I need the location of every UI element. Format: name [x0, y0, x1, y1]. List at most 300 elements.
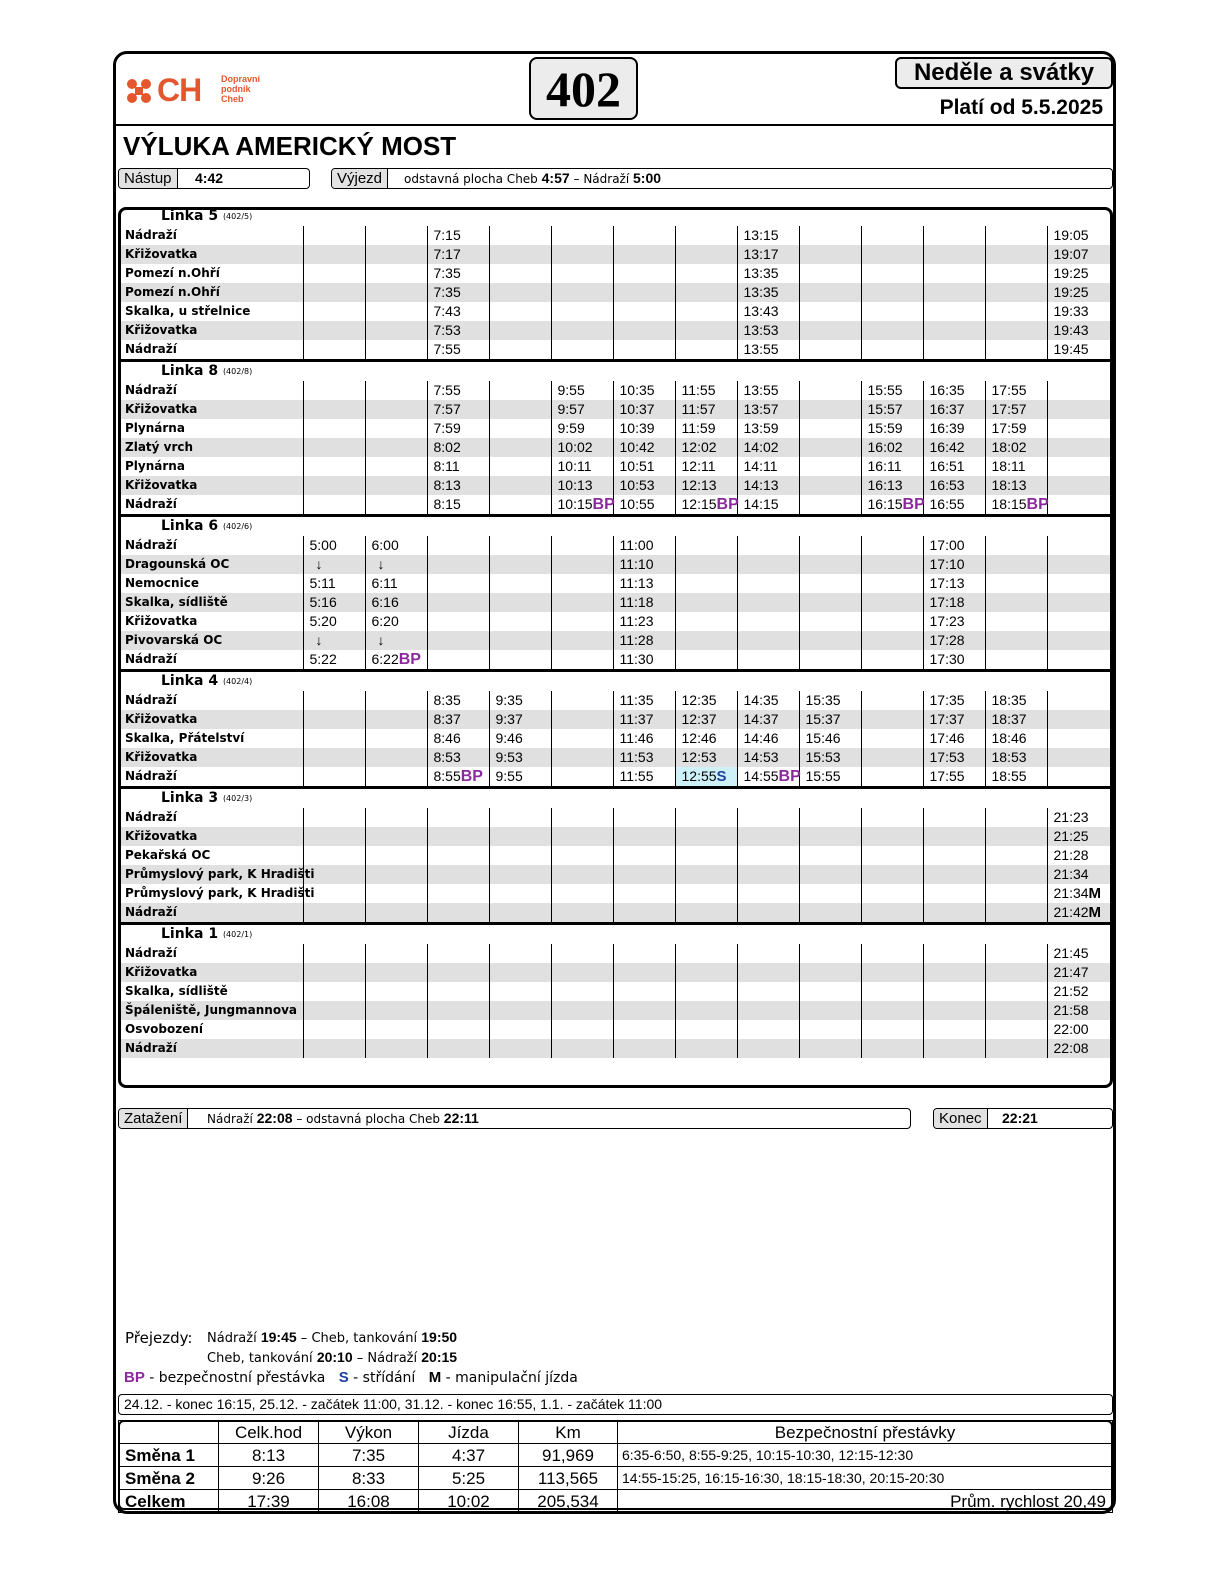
departure-cell — [489, 1039, 551, 1058]
departure-cell — [489, 419, 551, 438]
departure-cell — [303, 419, 365, 438]
departure-cell — [737, 808, 799, 827]
departure-cell — [861, 944, 923, 963]
departure-cell — [737, 865, 799, 884]
departure-time: 16:39 — [929, 420, 965, 436]
departure-cell — [737, 612, 799, 631]
line-header-cell — [118, 207, 1113, 226]
departure-cell — [799, 729, 861, 748]
departure-cell — [985, 748, 1047, 767]
departure-cell — [613, 593, 675, 612]
departure-cell — [923, 264, 985, 283]
departure-time: 11:57 — [681, 401, 716, 417]
departure-cell — [799, 574, 861, 593]
departure-time: 12:11 — [681, 458, 716, 474]
departure-cell — [737, 495, 799, 516]
departure-cell — [365, 865, 427, 884]
departure-time: 14:15 — [743, 496, 779, 512]
departure-cell — [489, 536, 551, 555]
departure-cell — [489, 691, 551, 710]
departure-cell — [923, 438, 985, 457]
departure-cell — [923, 283, 985, 302]
departure-cell — [303, 1001, 365, 1020]
departure-cell — [427, 650, 489, 671]
departure-cell — [985, 903, 1047, 924]
departure-cell — [489, 283, 551, 302]
departure-cell — [985, 767, 1047, 788]
departure-cell — [861, 963, 923, 982]
departure-cell — [861, 631, 923, 650]
departure-cell — [613, 729, 675, 748]
departure-cell — [427, 340, 489, 361]
departure-cell — [613, 495, 675, 516]
stats-cell: 7:35 — [319, 1444, 419, 1467]
departure-cell — [737, 748, 799, 767]
departure-cell — [613, 944, 675, 963]
departure-cell — [613, 963, 675, 982]
departure-cell — [489, 884, 551, 903]
departure-cell — [861, 476, 923, 495]
departure-cell — [861, 691, 923, 710]
departure-cell — [303, 574, 365, 593]
departure-time: 13:55 — [743, 382, 779, 398]
departure-cell — [737, 381, 799, 400]
departure-cell — [613, 245, 675, 264]
departure-cell — [613, 438, 675, 457]
departure-cell — [985, 1039, 1047, 1058]
departure-time: 14:53 — [743, 749, 779, 765]
departure-time: 18:53 — [991, 749, 1027, 765]
holiday-note: 24.12. - konec 16:15, 25.12. - začátek 11:00, 31.12. - konec 16:55, 1.1. - začátek 11:00 — [118, 1394, 1113, 1415]
departure-cell — [551, 729, 613, 748]
departure-cell — [675, 884, 737, 903]
departure-time: 17:30 — [929, 651, 965, 667]
departure-time: 10:37 — [619, 401, 655, 417]
legend-bp-key: BP — [124, 1369, 145, 1386]
departure-time: 16:13 — [867, 477, 903, 493]
departure-cell — [675, 808, 737, 827]
departure-cell — [427, 283, 489, 302]
departure-cell — [675, 903, 737, 924]
departure-cell — [737, 963, 799, 982]
departure-cell — [427, 555, 489, 574]
departure-time: 15:46 — [805, 730, 841, 746]
departure-cell — [675, 264, 737, 283]
departure-cell — [799, 944, 861, 963]
stop-row — [118, 846, 1113, 865]
departure-cell — [799, 808, 861, 827]
departure-cell — [799, 903, 861, 924]
legend-s-text: - střídání — [353, 1370, 416, 1386]
departure-cell — [365, 612, 427, 631]
departure-cell — [613, 865, 675, 884]
departure-time: 15:53 — [805, 749, 841, 765]
departure-cell — [1047, 1039, 1113, 1058]
departure-cell — [551, 321, 613, 340]
departure-cell — [551, 650, 613, 671]
departure-cell — [923, 865, 985, 884]
stop-row — [118, 340, 1113, 361]
departure-time: 14:02 — [743, 439, 779, 455]
departure-cell — [613, 827, 675, 846]
departure-time: 11:28 — [619, 632, 654, 648]
departure-cell — [489, 710, 551, 729]
departure-cell — [365, 963, 427, 982]
departure-cell — [303, 555, 365, 574]
departure-cell — [427, 944, 489, 963]
departure-time: 15:59 — [867, 420, 903, 436]
legend-m-text: - manipulační jízda — [445, 1370, 578, 1386]
stop-row — [118, 865, 1113, 884]
departure-time: 18:11 — [991, 458, 1026, 474]
departure-cell — [1047, 340, 1113, 361]
departure-cell — [737, 1039, 799, 1058]
departure-cell — [303, 710, 365, 729]
departure-cell — [675, 302, 737, 321]
departure-cell — [737, 321, 799, 340]
stop-row — [118, 264, 1113, 283]
departure-cell — [365, 846, 427, 865]
departure-time: 14:13 — [743, 477, 779, 493]
departure-cell — [799, 710, 861, 729]
departure-time: 8:11 — [433, 458, 460, 474]
departure-time: 10:13 — [557, 477, 593, 493]
stop-name: Křižovatka — [118, 963, 303, 982]
stop-row — [118, 612, 1113, 631]
departure-cell — [675, 1001, 737, 1020]
stop-row — [118, 302, 1113, 321]
departure-cell — [551, 827, 613, 846]
departure-cell — [923, 767, 985, 788]
departure-cell — [675, 729, 737, 748]
departure-cell — [799, 612, 861, 631]
departure-cell — [799, 438, 861, 457]
departure-cell — [1047, 944, 1113, 963]
departure-time: 17:10 — [929, 556, 965, 572]
departure-cell — [923, 340, 985, 361]
departure-cell — [799, 400, 861, 419]
departure-cell — [427, 827, 489, 846]
departure-cell — [799, 226, 861, 245]
departure-cell — [303, 536, 365, 555]
departure-cell — [365, 903, 427, 924]
departure-cell — [675, 982, 737, 1001]
departure-cell — [675, 321, 737, 340]
departure-cell — [737, 264, 799, 283]
departure-time: 18:02 — [991, 439, 1027, 455]
departure-cell — [1047, 691, 1113, 710]
stats-row-label: Celkem — [119, 1490, 219, 1513]
departure-time: 7:35 — [433, 284, 461, 300]
departure-cell — [303, 691, 365, 710]
departure-cell — [1047, 302, 1113, 321]
departure-cell — [985, 302, 1047, 321]
stop-name: Křižovatka — [118, 748, 303, 767]
departure-cell — [551, 767, 613, 788]
departure-cell — [861, 710, 923, 729]
departure-cell — [861, 884, 923, 903]
departure-cell — [551, 982, 613, 1001]
departure-cell — [303, 631, 365, 650]
departure-time: 16:42 — [929, 439, 965, 455]
stop-name: Nádraží — [118, 495, 303, 516]
day-type-badge: Neděle a svátky — [895, 57, 1113, 89]
departure-cell — [427, 1039, 489, 1058]
departure-cell — [675, 827, 737, 846]
stop-name: Pomezí n.Ohří — [125, 266, 220, 280]
departure-cell — [1047, 536, 1113, 555]
departure-cell — [427, 748, 489, 767]
departure-cell — [985, 982, 1047, 1001]
departure-cell — [551, 245, 613, 264]
departure-cell — [427, 457, 489, 476]
departure-time: 18:37 — [991, 711, 1027, 727]
departure-cell — [799, 963, 861, 982]
stop-row — [118, 729, 1113, 748]
departure-cell — [985, 691, 1047, 710]
departure-cell — [551, 419, 613, 438]
departure-cell — [985, 612, 1047, 631]
stats-avg-speed: Prům. rychlost 20,49 — [618, 1490, 1113, 1513]
safety-break-mark: BP — [716, 496, 739, 513]
departure-cell — [923, 808, 985, 827]
legend-bp-text: - bezpečnostní přestávka — [149, 1370, 326, 1386]
departure-cell — [675, 495, 737, 516]
departure-cell — [923, 691, 985, 710]
departure-cell — [1047, 631, 1113, 650]
line-header — [118, 516, 1113, 537]
departure-cell — [985, 574, 1047, 593]
departure-cell — [551, 264, 613, 283]
departure-cell — [737, 884, 799, 903]
departure-cell — [861, 846, 923, 865]
line-header — [118, 361, 1113, 382]
departure-time: 8:46 — [433, 730, 461, 746]
departure-cell — [613, 691, 675, 710]
stop-row — [118, 827, 1113, 846]
departure-cell — [551, 884, 613, 903]
departure-cell — [985, 555, 1047, 574]
departure-cell — [861, 495, 923, 516]
departure-cell — [551, 846, 613, 865]
departure-time: 10:42 — [619, 439, 655, 455]
departure-cell — [861, 982, 923, 1001]
legend-m-key: M — [428, 1369, 442, 1386]
nastup-time: 4:42 — [195, 170, 224, 186]
konec-box — [933, 1108, 1113, 1129]
departure-time: 11:30 — [619, 651, 654, 667]
departure-cell — [861, 808, 923, 827]
departure-cell — [923, 1039, 985, 1058]
departure-cell — [1047, 903, 1113, 924]
departure-cell — [1047, 1001, 1113, 1020]
line-header — [118, 671, 1113, 692]
stop-row — [118, 283, 1113, 302]
departure-time: 7:53 — [433, 322, 461, 338]
departure-cell — [551, 710, 613, 729]
departure-cell — [489, 226, 551, 245]
departure-time: 11:59 — [681, 420, 716, 436]
departure-cell — [427, 438, 489, 457]
departure-time: 12:55 — [681, 768, 717, 784]
departure-cell — [365, 691, 427, 710]
departure-cell — [303, 340, 365, 361]
departure-cell — [861, 729, 923, 748]
departure-time: 7:15 — [433, 227, 461, 243]
departure-cell — [799, 536, 861, 555]
stats-header: Celk.hod — [219, 1421, 319, 1444]
departure-cell — [303, 400, 365, 419]
departure-cell — [985, 1001, 1047, 1020]
departure-time: 17:55 — [991, 382, 1027, 398]
departure-cell — [861, 748, 923, 767]
departure-cell — [303, 963, 365, 982]
departure-cell — [675, 1039, 737, 1058]
departure-cell — [737, 400, 799, 419]
departure-cell — [613, 903, 675, 924]
departure-cell — [799, 264, 861, 283]
departure-cell — [1047, 710, 1113, 729]
stop-name: Skalka, Přátelství — [125, 731, 245, 745]
departure-cell — [923, 495, 985, 516]
departure-cell — [303, 438, 365, 457]
departure-time: 6:11 — [371, 575, 398, 591]
departure-time: 21:23 — [1053, 809, 1089, 825]
departure-cell — [861, 457, 923, 476]
departure-cell — [861, 865, 923, 884]
departure-time: 21:28 — [1053, 847, 1089, 863]
departure-cell — [1047, 767, 1113, 788]
stop-row — [118, 419, 1113, 438]
departure-cell — [303, 321, 365, 340]
departure-cell — [923, 982, 985, 1001]
departure-cell — [613, 283, 675, 302]
departure-cell — [489, 495, 551, 516]
zatazeni-box — [118, 1108, 911, 1129]
departure-time: 18:46 — [991, 730, 1027, 746]
departure-time: 7:17 — [433, 246, 461, 262]
konec-label: Konec — [934, 1109, 988, 1128]
departure-cell — [1047, 381, 1113, 400]
departure-cell — [427, 729, 489, 748]
departure-cell — [1047, 808, 1113, 827]
departure-time: 11:55 — [619, 768, 654, 784]
departure-cell — [613, 419, 675, 438]
departure-cell — [551, 302, 613, 321]
line-code: (402/3) — [222, 794, 253, 803]
stats-breaks: 6:35-6:50, 8:55-9:25, 10:15-10:30, 12:15-12:30 — [618, 1444, 1113, 1467]
departure-cell — [923, 944, 985, 963]
departure-time: 17:59 — [991, 420, 1027, 436]
departure-cell — [923, 963, 985, 982]
departure-cell — [489, 381, 551, 400]
departure-cell — [799, 1039, 861, 1058]
departure-cell — [365, 283, 427, 302]
departure-time: 7:43 — [433, 303, 461, 319]
timetable — [118, 207, 1113, 1058]
line-header — [118, 924, 1113, 945]
departure-cell — [799, 340, 861, 361]
departure-cell — [985, 729, 1047, 748]
departure-cell — [675, 457, 737, 476]
departure-time: 21:42 — [1053, 904, 1089, 920]
departure-time: 12:02 — [681, 439, 717, 455]
departure-cell — [675, 767, 737, 788]
stats-cell: 113,565 — [519, 1467, 618, 1490]
stop-name: Nádraží — [118, 1039, 303, 1058]
departure-cell — [365, 302, 427, 321]
departure-time: 18:13 — [991, 477, 1027, 493]
departure-cell — [365, 457, 427, 476]
departure-cell — [799, 555, 861, 574]
zatazeni-label: Zatažení — [119, 1109, 188, 1128]
departure-cell — [427, 612, 489, 631]
departure-cell — [799, 1001, 861, 1020]
departure-time: 11:10 — [619, 556, 654, 572]
departure-cell — [923, 321, 985, 340]
departure-time: 9:55 — [557, 382, 585, 398]
departure-cell — [675, 574, 737, 593]
departure-cell — [675, 476, 737, 495]
departure-cell — [985, 846, 1047, 865]
departure-time: 14:46 — [743, 730, 779, 746]
departure-time: 16:02 — [867, 439, 903, 455]
departure-cell — [613, 1020, 675, 1039]
departure-cell — [551, 283, 613, 302]
departure-time: 18:55 — [991, 768, 1027, 784]
departure-cell — [923, 612, 985, 631]
departure-cell — [861, 1001, 923, 1020]
stop-row — [118, 710, 1113, 729]
departure-cell — [551, 593, 613, 612]
departure-cell — [489, 903, 551, 924]
stop-row — [118, 982, 1113, 1001]
header-divider — [116, 124, 1115, 126]
logo-cross-icon — [123, 76, 155, 106]
safety-break-mark: BP — [460, 768, 483, 785]
departure-time: 17:23 — [929, 613, 965, 629]
stop-row — [118, 691, 1113, 710]
safety-break-mark: BP — [778, 768, 801, 785]
departure-time: 8:02 — [433, 439, 461, 455]
departure-cell — [861, 226, 923, 245]
departure-time: 13:35 — [743, 284, 779, 300]
departure-cell — [551, 457, 613, 476]
departure-cell — [613, 631, 675, 650]
departure-time: 16:51 — [929, 458, 965, 474]
departure-cell — [861, 612, 923, 631]
departure-time: 11:35 — [619, 692, 654, 708]
stop-name: Skalka, u střelnice — [125, 304, 251, 318]
departure-cell — [489, 438, 551, 457]
departure-cell — [861, 574, 923, 593]
departure-time: 15:57 — [867, 401, 903, 417]
departure-time: 14:35 — [743, 692, 779, 708]
stats-header-row — [119, 1421, 1113, 1444]
stats-total-row — [119, 1490, 1113, 1513]
line-name: Linka 5 — [161, 208, 219, 224]
departure-cell — [303, 457, 365, 476]
departure-cell — [489, 1001, 551, 1020]
departure-cell — [489, 340, 551, 361]
departure-cell — [365, 944, 427, 963]
line-name: Linka 8 — [161, 363, 219, 379]
departure-time: 8:53 — [433, 749, 461, 765]
departure-cell — [551, 340, 613, 361]
stop-row — [118, 748, 1113, 767]
departure-cell — [303, 944, 365, 963]
departure-cell — [861, 555, 923, 574]
